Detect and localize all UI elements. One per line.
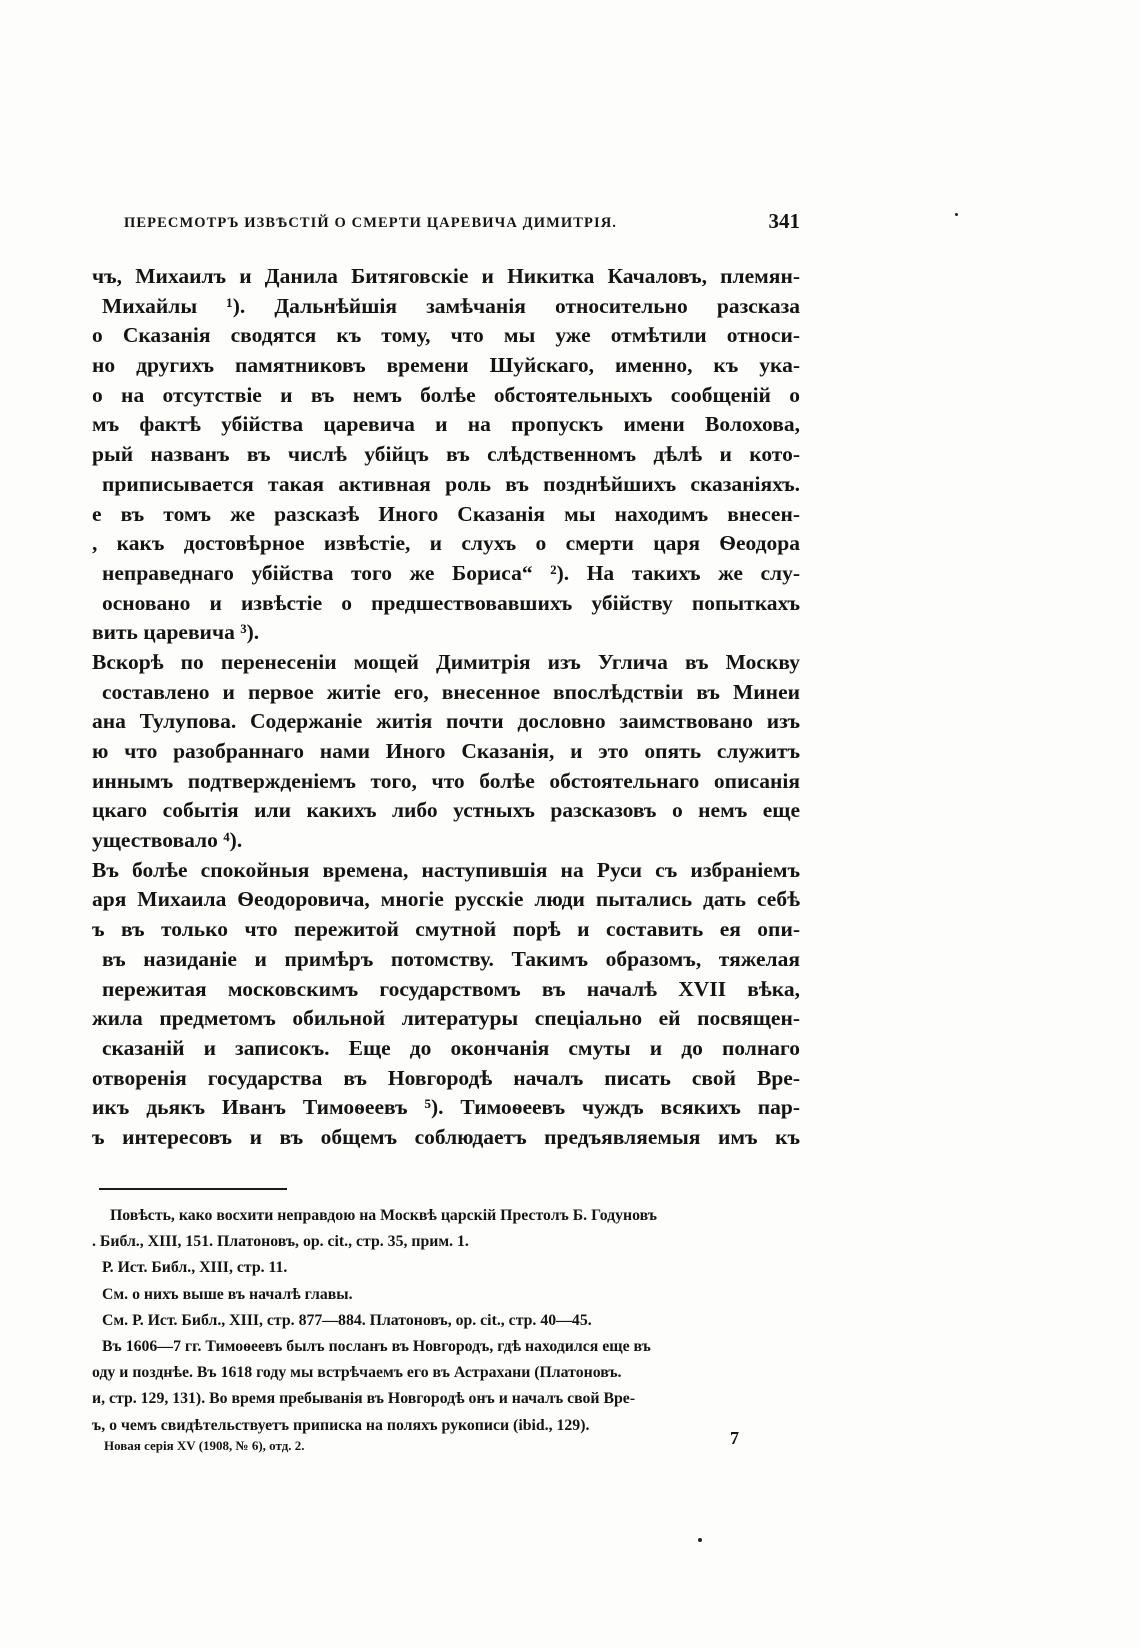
- text-line: Вскорѣ по перенесеніи мощей Димитрія изъ Углича въ Москву: [92, 649, 800, 674]
- text-line: составлено и первое житіе его, внесенное впослѣдствіи въ Минеи: [102, 679, 800, 704]
- page-number: 341: [768, 209, 800, 233]
- footnote-line: Повѣсть, како восхити неправдою на Москвѣ царскій Престолъ Б. Годуновъ: [110, 1207, 658, 1224]
- text-line: но другихъ памятниковъ времени Шуйскаго, именно, къ ука-: [92, 353, 800, 378]
- footnote-line: . Библ., XIII, 151. Платоновъ, op. cit., стр. 35, прим. 1.: [92, 1233, 469, 1251]
- text-line: сказаній и записокъ. Еще до окончанія смуты и до полнаго: [102, 1035, 800, 1060]
- text-line: аря Михаила Ѳеодоровича, многіе русскіе люди пытались дать себѣ: [92, 887, 800, 912]
- text-line: вить царевича ³).: [92, 620, 260, 645]
- text-line: уществовало ⁴).: [92, 828, 243, 853]
- dust-speck: [955, 213, 958, 216]
- footnote-divider: [99, 1188, 287, 1190]
- text-line: о Сказанія сводятся къ тому, что мы уже отмѣтили относи-: [92, 323, 800, 348]
- text-line: иннымъ подтвержденіемъ того, что болѣе обстоятельнаго описанія: [92, 768, 800, 793]
- text-line: пережитая московскимъ государствомъ въ началѣ XVII вѣка,: [102, 976, 800, 1001]
- text-line: икъ дьякъ Иванъ Тимоѳеевъ ⁵). Тимоѳеевъ чуждъ всякихъ пар-: [92, 1095, 800, 1120]
- footnote-line: См. Р. Ист. Библ., XIII, стр. 877—884. Платоновъ, op. cit., стр. 40—45.: [102, 1311, 592, 1329]
- text-line: основано и извѣстіе о предшествовавшихъ убійству попыткахъ: [102, 590, 800, 615]
- text-line: жила предметомъ обильной литературы спеціально ей посвящен-: [92, 1006, 800, 1031]
- running-head-title: ПЕРЕСМОТРЪ ИЗВѢСТІЙ О СМЕРТИ ЦАРЕВИЧА ДИМИТРІЯ.: [124, 215, 618, 231]
- signature-line: Новая серія XV (1908, № 6), отд. 2.: [104, 1438, 305, 1453]
- footnote-line: Въ 1606—7 гг. Тимоѳеевъ былъ посланъ въ Новгородъ, гдѣ находился еще въ: [102, 1337, 651, 1355]
- running-head: [124, 209, 800, 239]
- text-line: е въ томъ же разсказѣ Иного Сказанія мы находимъ внесен-: [92, 501, 800, 526]
- text-line: отворенія государства въ Новгородѣ началъ писать свой Вре-: [92, 1065, 800, 1090]
- text-line: чъ, Михаилъ и Данила Битяговскіе и Никитка Качаловъ, племян-: [92, 264, 800, 288]
- dust-speck: [698, 1538, 702, 1542]
- sheet-number: 7: [730, 1428, 739, 1448]
- footnote-line: и, стр. 129, 131). Во время пребыванія въ Новгородѣ онъ и началъ свой Вре-: [92, 1390, 636, 1408]
- text-line: мъ фактѣ убійства царевича и на пропускъ имени Волохова,: [92, 412, 800, 437]
- body-text: [92, 262, 800, 1153]
- text-line: Въ болѣе спокойныя времена, наступившія на Руси съ избраніемъ: [92, 857, 800, 882]
- text-line: рый названъ въ числѣ убійцъ въ слѣдственномъ дѣлѣ и кото-: [92, 442, 800, 467]
- text-line: ъ въ только что пережитой смутной порѣ и составить ея опи-: [92, 917, 800, 942]
- footnote-line: Р. Ист. Библ., XIII, стр. 11.: [102, 1259, 288, 1277]
- text-line: Михайлы ¹). Дальнѣйшія замѣчанія относительно разсказа: [102, 293, 800, 318]
- footnote-line: ъ, о чемъ свидѣтельствуетъ приписка на поляхъ рукописи (ibid., 129).: [92, 1416, 590, 1434]
- text-line: ъ интересовъ и въ общемъ соблюдаетъ предъявляемыя имъ къ: [92, 1124, 800, 1149]
- footnote-line: См. о нихъ выше въ началѣ главы.: [102, 1285, 353, 1303]
- text-line: въ назиданіе и примѣръ потомству. Такимъ образомъ, тяжелая: [102, 946, 800, 971]
- text-line: ана Тулупова. Содержаніе житія почти дословно заимствовано изъ: [92, 709, 800, 734]
- text-line: , какъ достовѣрное извѣстіе, и слухъ о смерти царя Ѳеодора: [92, 531, 800, 556]
- text-line: цкаго событія или какихъ либо устныхъ разсказовъ о немъ еще: [92, 798, 800, 823]
- text-line: приписывается такая активная роль въ позднѣйшихъ сказаніяхъ.: [102, 471, 800, 496]
- text-line: ю что разобраннаго нами Иного Сказанія, и это опять служитъ: [92, 739, 800, 763]
- text-line: о на отсутствіе и въ немъ болѣе обстоятельныхъ сообщеній о: [92, 382, 800, 407]
- footnote-line: оду и позднѣе. Въ 1618 году мы встрѣчаемъ его въ Астрахани (Платоновъ.: [92, 1364, 622, 1382]
- text-line: неправеднаго убійства того же Бориса“ ²). На такихъ же слу-: [102, 560, 800, 585]
- footnotes: [92, 1203, 800, 1439]
